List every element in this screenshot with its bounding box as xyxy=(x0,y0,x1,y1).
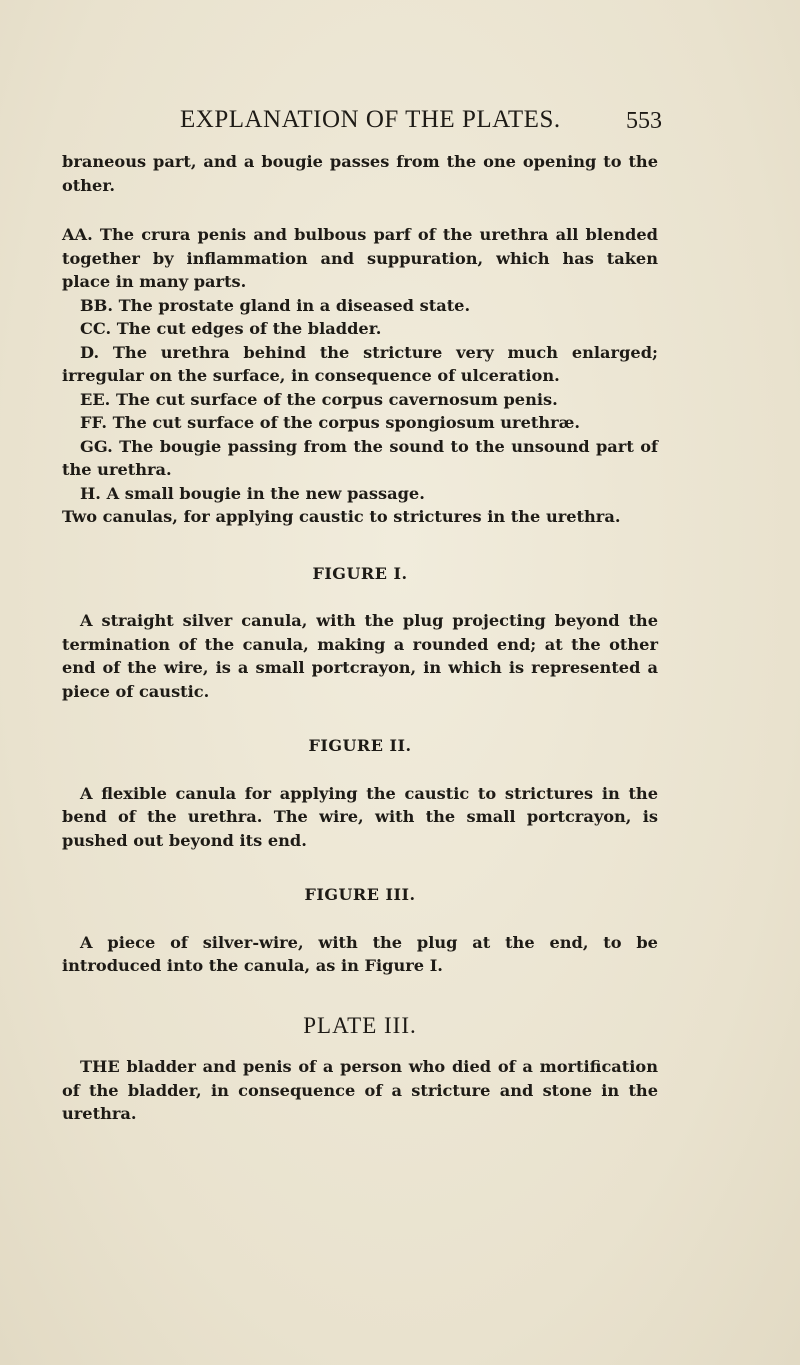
intro-paragraph: braneous part, and a bougie passes from the one opening to the other. xyxy=(62,152,658,195)
legend-entry-h: H. A small bougie in the new passage. xyxy=(80,483,425,503)
plate-3-heading: PLATE III. xyxy=(303,1012,417,1038)
legend-entry-bb: BB. The prostate gland in a diseased state. xyxy=(80,295,471,315)
page-number: 553 xyxy=(626,108,662,134)
figure-3-heading: FIGURE III. xyxy=(304,885,416,904)
legend-entry-ee: EE. The cut surface of the corpus cavernosum penis. xyxy=(80,389,558,409)
plate-3-text: THE bladder and penis of a person who died of a mortification of the bladder, in consequence of a stricture and stone in the urethra. xyxy=(62,1057,658,1123)
running-head: EXPLANATION OF THE PLATES. xyxy=(180,106,561,133)
figure-1-heading: FIGURE I. xyxy=(312,563,408,583)
legend-entry-cc: CC. The cut edges of the bladder. xyxy=(80,319,382,338)
legend-entry-gg: GG. The bougie passing from the sound to the unsound part of the urethra. xyxy=(62,436,658,479)
legend-entry-d: D. The urethra behind the stricture very much enlarged; irregular on the surface, in consequence of ulceration. xyxy=(62,342,658,385)
figure-2-heading: FIGURE II. xyxy=(308,736,412,755)
body-text xyxy=(62,150,658,1126)
legend-entry-aa: AA. The crura penis and bulbous parf of the urethra all blended together by inflammation and suppuration, which has taken place in many parts. xyxy=(62,225,658,291)
legend-entry-ff: FF. The cut surface of the corpus spongiosum urethræ. xyxy=(80,413,581,432)
figure-2-text: A flexible canula for applying the caustic to strictures in the bend of the urethra. The wire, with the small portcrayon, is pushed out beyond its end. xyxy=(62,783,658,850)
legend-entry-canulas: Two canulas, for applying caustic to strictures in the urethra. xyxy=(62,507,621,526)
figure-3-text: A piece of silver-wire, with the plug at the end, to be introduced into the canula, as in Figure I. xyxy=(62,932,658,975)
figure-1-text: A straight silver canula, with the plug projecting beyond the termination of the canula, making a rounded end; at the other end of the wire, is a small portcrayon, in which is represented a piece of caustic. xyxy=(62,611,658,701)
